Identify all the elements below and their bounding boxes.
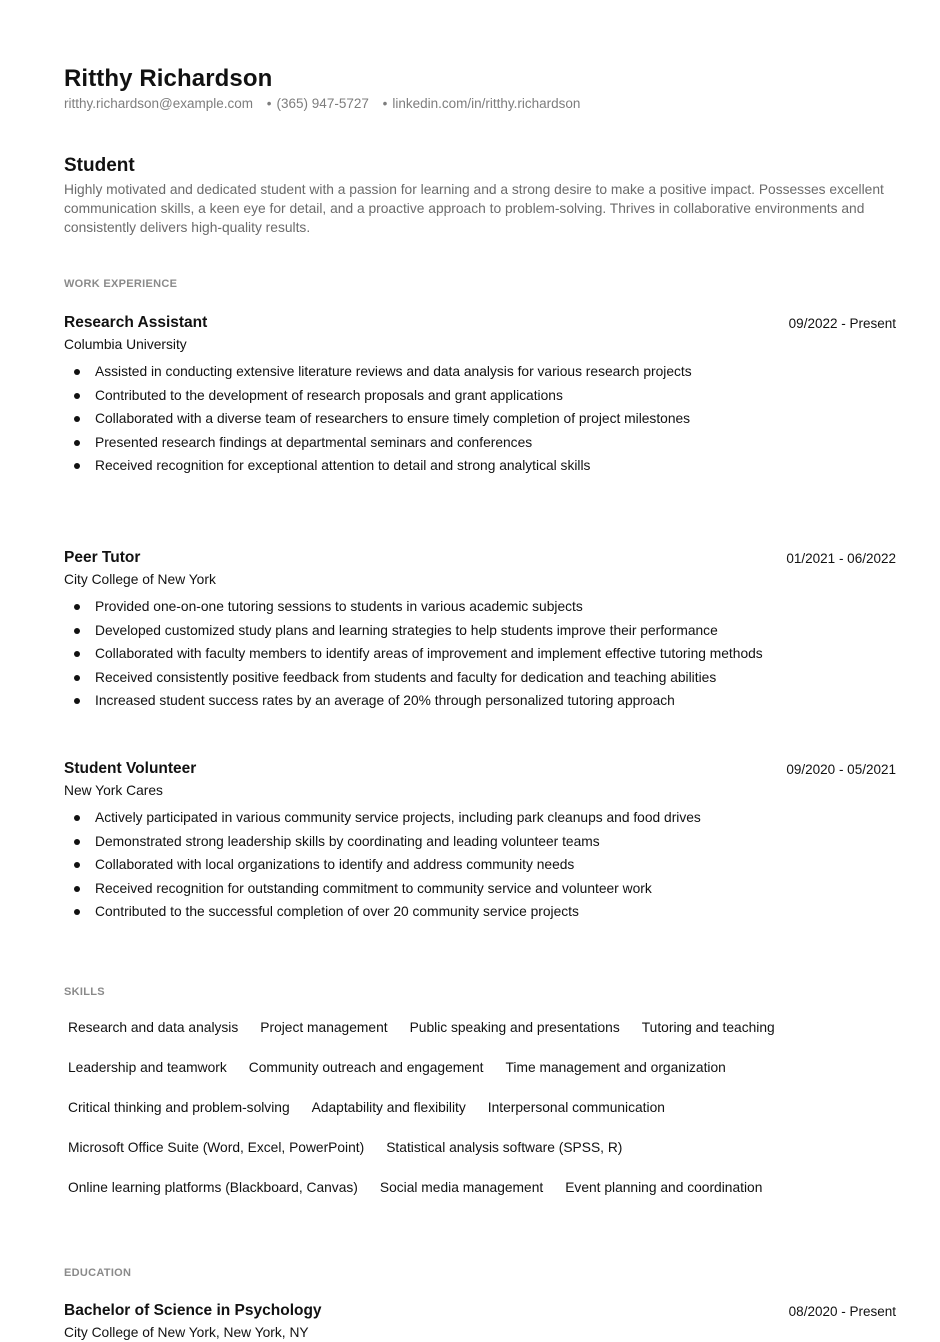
skill-row (64, 1175, 896, 1215)
contact-line (64, 95, 580, 113)
work-experience-heading: WORK EXPERIENCE (64, 278, 178, 290)
skill-tag: Online learning platforms (Blackboard, Canvas) (68, 1180, 358, 1195)
skill-tag: Adaptability and flexibility (311, 1100, 466, 1115)
skill-tag: Tutoring and teaching (641, 1020, 775, 1035)
skill-row (64, 1055, 896, 1095)
skill-tag: Project management (260, 1020, 388, 1035)
job-organization: City College of New York (64, 572, 216, 587)
bullet-item: Collaborated with local organizations to identify and address community needs (64, 853, 785, 877)
skill-tag: Research and data analysis (68, 1020, 239, 1035)
skills-list (64, 1015, 896, 1215)
job-date: 01/2021 - 06/2022 (786, 551, 896, 566)
bullet-item: Received recognition for exceptional attention to detail and strong analytical skills (64, 454, 785, 478)
bullet-item: Received recognition for outstanding commitment to community service and volunteer work (64, 877, 815, 901)
bullet-item: Presented research findings at departmental seminars and conferences (64, 431, 785, 455)
job-bullets (64, 806, 896, 924)
bullet-item: Contributed to the development of research proposals and grant applications (64, 384, 785, 408)
candidate-name: Ritthy Richardson (64, 65, 273, 92)
education-entry (64, 1301, 896, 1342)
job-title: Research Assistant (64, 314, 208, 331)
email-link[interactable]: ritthy.richardson@example.com (64, 96, 254, 111)
skill-tag: Statistical analysis software (SPSS, R) (386, 1140, 623, 1155)
job-entry (64, 548, 896, 713)
job-title: Student Volunteer (64, 760, 197, 777)
skill-tag: Interpersonal communication (487, 1100, 665, 1115)
skill-tag: Time management and organization (505, 1060, 726, 1075)
job-date: 09/2022 - Present (788, 316, 896, 331)
job-organization: Columbia University (64, 337, 187, 352)
skill-tag: Leadership and teamwork (68, 1060, 227, 1075)
degree-title: Bachelor of Science in Psychology (64, 1302, 322, 1319)
bullet-item: Contributed to the successful completion of over 20 community service projects (64, 900, 785, 924)
bullet-item: Received consistently positive feedback from students and faculty for dedication and teaching abilities (64, 666, 855, 690)
job-entry (64, 313, 896, 478)
skill-tag: Community outreach and engagement (248, 1060, 484, 1075)
job-title: Peer Tutor (64, 549, 141, 566)
skill-tag: Public speaking and presentations (409, 1020, 620, 1035)
bullet-item: Demonstrated strong leadership skills by coordinating and leading volunteer teams (64, 830, 785, 854)
skill-tag: Critical thinking and problem-solving (68, 1100, 290, 1115)
bullet-item: Assisted in conducting extensive literature reviews and data analysis for various research projects (64, 360, 785, 384)
education-heading: EDUCATION (64, 1267, 132, 1279)
phone-number[interactable]: (365) 947-5727 (276, 96, 369, 111)
bullet-item: Collaborated with a diverse team of researchers to ensure timely completion of project milestones (64, 407, 785, 431)
skill-tag: Social media management (379, 1180, 544, 1195)
job-organization: New York Cares (64, 783, 163, 798)
bullet-item: Increased student success rates by an average of 20% through personalized tutoring approach (64, 689, 835, 713)
skill-row (64, 1095, 896, 1135)
skill-tag: Event planning and coordination (565, 1180, 763, 1195)
bullet-item: Developed customized study plans and learning strategies to help students improve their performance (64, 619, 835, 643)
education-date: 08/2020 - Present (788, 1304, 896, 1319)
skill-row (64, 1135, 896, 1175)
skill-row (64, 1015, 896, 1055)
profile-summary: Highly motivated and dedicated student with a passion for learning and a strong desire to make a positive impact. Possesses excellent communication skills, a keen eye for detail, and a proactive approach to problem-solving. Thrives in collaborative environments and consistently delivers high-quality results. (64, 182, 884, 236)
job-bullets (64, 595, 896, 713)
separator-dot: • (266, 96, 272, 111)
linkedin-link[interactable]: linkedin.com/in/ritthy.richardson (392, 96, 581, 111)
bullet-item: Actively participated in various community service projects, including park cleanups and food drives (64, 806, 785, 830)
profile-title: Student (64, 155, 135, 176)
skills-heading: SKILLS (64, 986, 105, 998)
job-date: 09/2020 - 05/2021 (786, 762, 896, 777)
education-institution: City College of New York, New York, NY (64, 1325, 309, 1340)
bullet-item: Collaborated with faculty members to identify areas of improvement and implement effective tutoring methods (64, 642, 785, 666)
job-bullets (64, 360, 896, 478)
separator-dot: • (382, 96, 388, 111)
bullet-item: Provided one-on-one tutoring sessions to students in various academic subjects (64, 595, 785, 619)
skill-tag: Microsoft Office Suite (Word, Excel, PowerPoint) (68, 1140, 365, 1155)
job-entry (64, 759, 896, 924)
